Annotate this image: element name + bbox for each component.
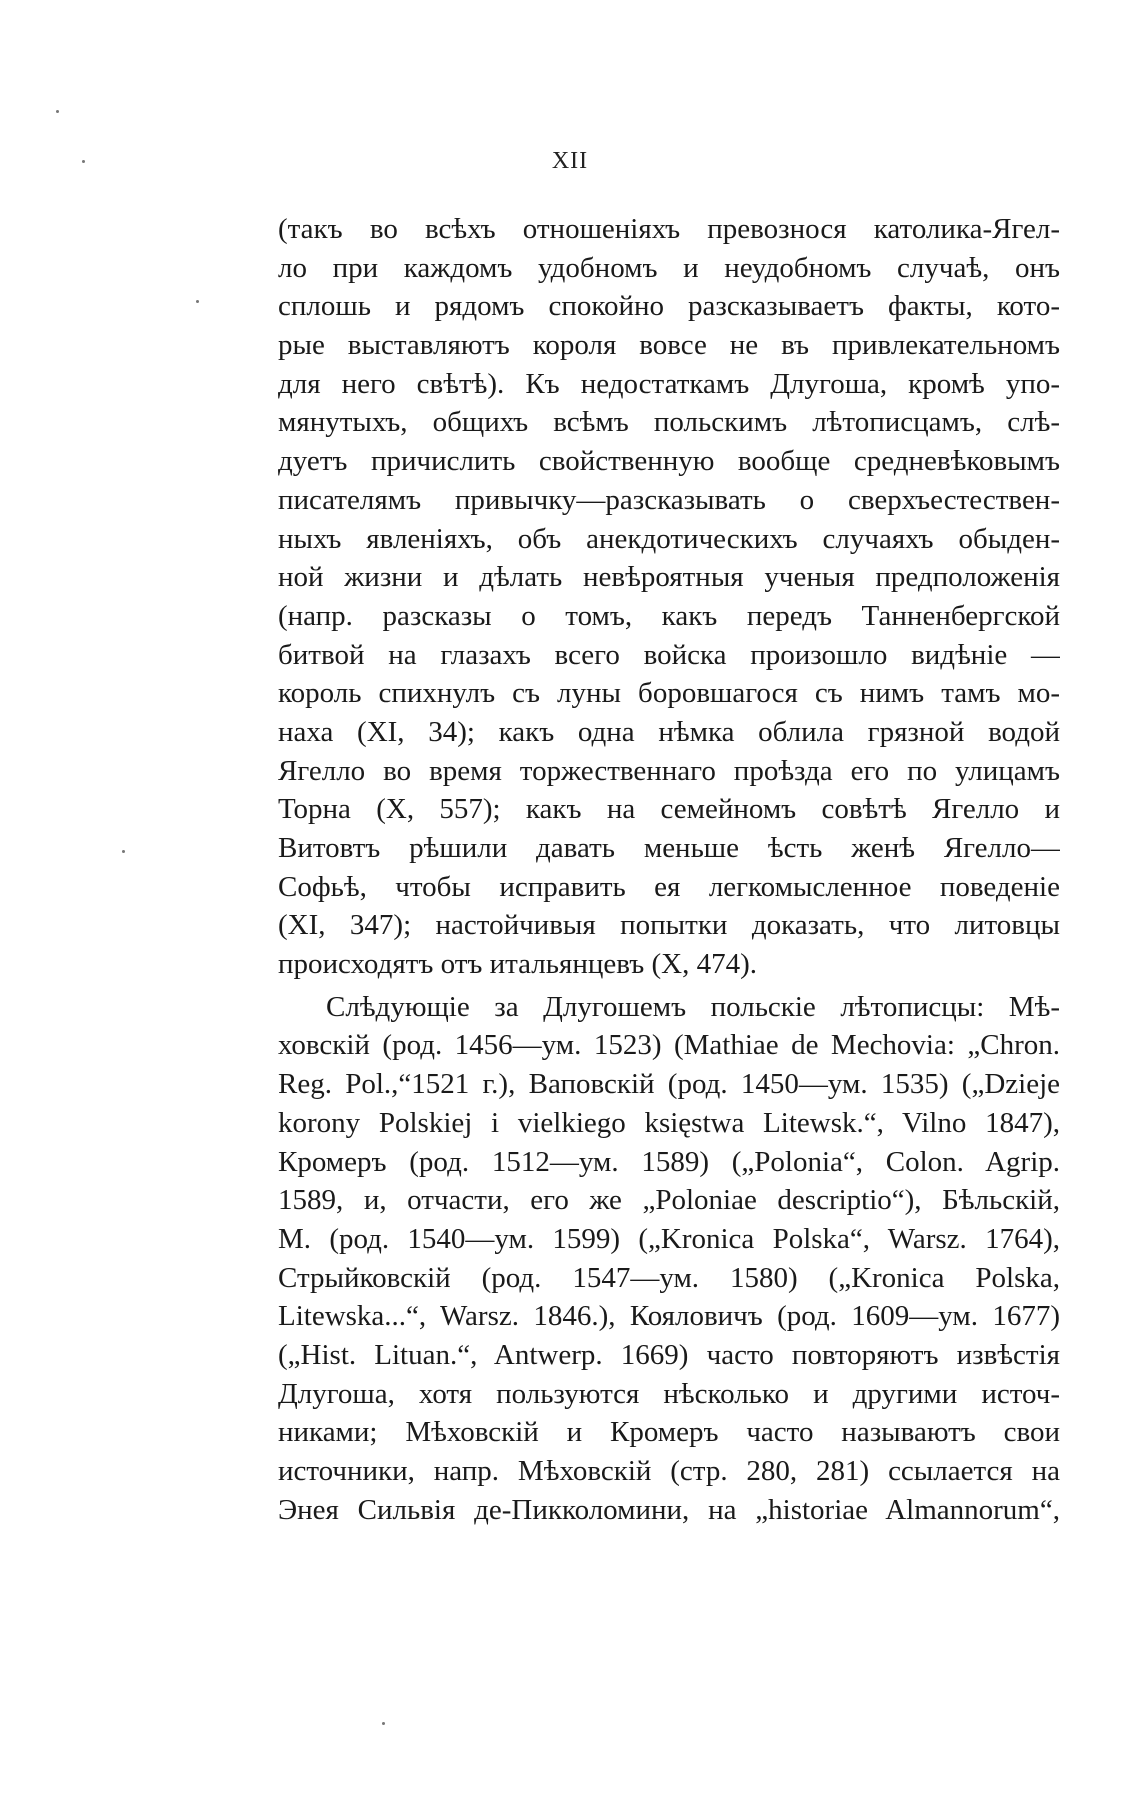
paragraph-1 [278,210,1060,984]
text-line: (напр. разсказы о томъ, какъ передъ Танненбергской [278,599,1060,632]
text-line: Торна (X, 557); какъ на семейномъ совѣтѣ Ягелло и [278,793,1060,826]
text-line: Софьѣ, чтобы исправить ея легкомысленное поведеніе [278,870,1060,903]
text-line: король спихнулъ съ луны боровшагося съ нимъ тамъ мо- [278,677,1060,710]
text-line: Длугоша, хотя пользуются нѣсколько и другими источ- [278,1377,1060,1410]
text-line: Слѣдующіе за Длугошемъ польскіе лѣтописцы: Мѣ- [326,990,1060,1023]
text-line: никами; Мѣховскій и Кромеръ часто называютъ свои [278,1416,1060,1449]
text-line: битвой на глазахъ всего войска произошло видѣніе — [278,638,1060,671]
text-line: ло при каждомъ удобномъ и неудобномъ случаѣ, онъ [278,251,1060,284]
paragraph-2 [278,988,1060,1530]
text-line: Энея Сильвія де-Пикколомини, на „historiae Almannorum“, [278,1493,1060,1526]
text-line: (XI, 347); настойчивыя попытки доказать, что литовцы [278,909,1060,942]
text-line: Litewska...“, Warsz. 1846.), Кояловичъ (род. 1609—ум. 1677) [278,1300,1060,1333]
scan-speck [56,110,59,113]
text-line: Витовтъ рѣшили давать меньше ѣсть женѣ Ягелло— [278,832,1060,864]
text-line: Reg. Pol.,“1521 г.), Ваповскій (род. 1450—ум. 1535) („Dzieje [278,1068,1060,1101]
scan-speck [196,300,199,303]
text-line: дуетъ причислить свойственную вообще средневѣковымъ [278,445,1060,478]
text-line: Кромеръ (род. 1512—ум. 1589) („Polonia“, Colon. Agrip. [278,1145,1060,1178]
text-line: наха (XI, 34); какъ одна нѣмка облила грязной водой [278,715,1060,748]
text-line: сплошь и рядомъ спокойно разсказываетъ факты, кото- [278,290,1060,323]
text-line: мянутыхъ, общихъ всѣмъ польскимъ лѣтописцамъ, слѣ- [278,406,1060,439]
page-number: XII [551,148,589,174]
scan-speck [122,850,125,853]
text-line: korony Polskiej i vielkiego księstwa Litewsk.“, Vilno 1847), [278,1106,1060,1139]
text-line: источники, напр. Мѣховскій (стр. 280, 281) ссылается на [278,1455,1060,1487]
text-line: писателямъ привычку—разсказывать о сверхъестествен- [278,483,1060,516]
text-line: ныхъ явленіяхъ, объ анекдотическихъ случаяхъ обыден- [278,522,1060,555]
scan-speck [382,1722,385,1725]
text-line: (такъ во всѣхъ отношеніяхъ превознося католика-Ягел- [278,213,1060,245]
text-line: Ягелло во время торжественнаго проѣзда его по улицамъ [278,754,1060,787]
scan-speck [82,160,85,163]
text-line: Стрыйковскій (род. 1547—ум. 1580) („Kronica Polska, [278,1261,1060,1294]
text-line: („Hist. Lituan.“, Antwerp. 1669) часто повторяютъ извѣстія [278,1338,1060,1371]
text-line: ной жизни и дѣлать невѣроятныя ученыя предположенія [278,561,1060,594]
text-line: рые выставляютъ короля вовсе не въ привлекательномъ [278,329,1060,362]
text-line: 1589, и, отчасти, его же „Poloniae descriptio“), Бѣльскій, [278,1184,1060,1217]
text-line: для него свѣтѣ). Къ недостаткамъ Длугоша, кромѣ упо- [278,367,1060,400]
body-text [278,210,1060,1529]
text-line: происходятъ отъ итальянцевъ (X, 474). [278,948,757,981]
text-line: ховскій (род. 1456—ум. 1523) (Mathiae de Mechovia: „Chron. [278,1029,1060,1062]
text-line: М. (род. 1540—ум. 1599) („Kronica Polska“, Warsz. 1764), [278,1222,1060,1255]
